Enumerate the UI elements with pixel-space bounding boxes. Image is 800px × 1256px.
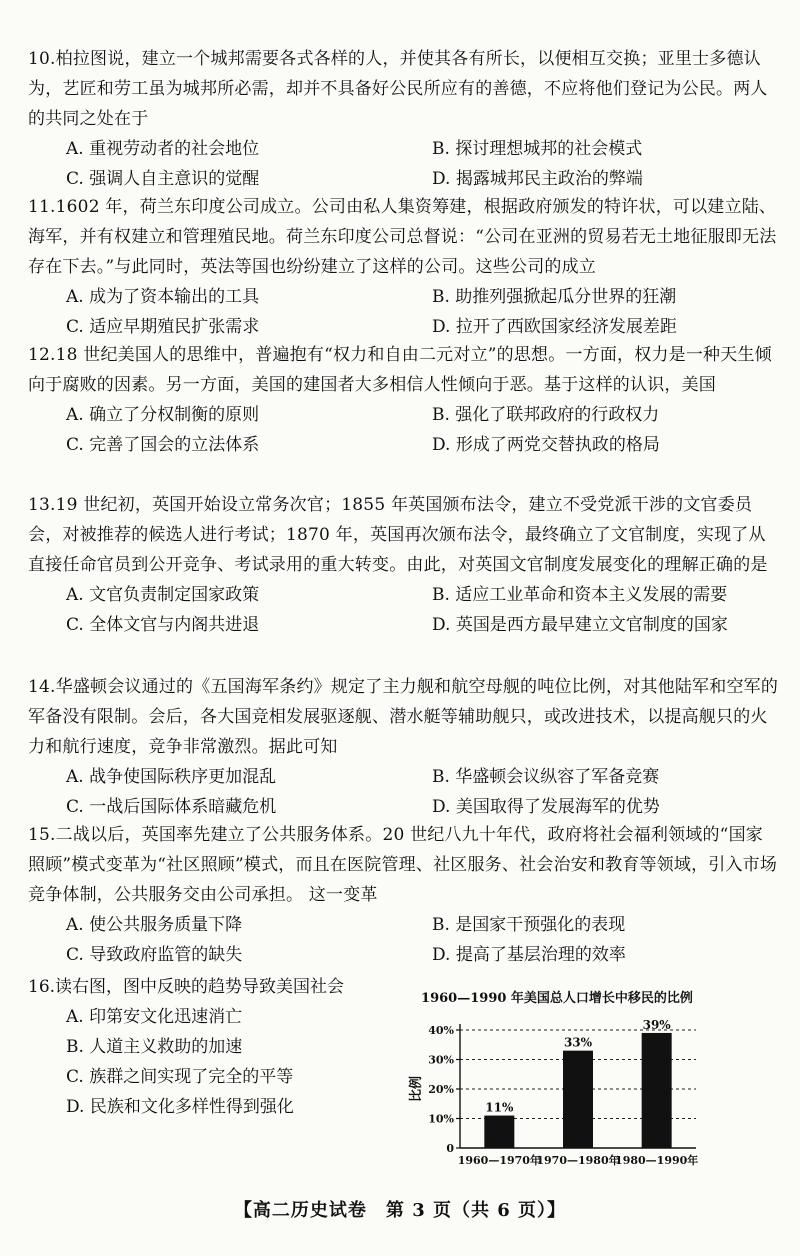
option-b: B. 助推列强掀起瓜分世界的狂潮 [432,287,677,307]
option-c: C. 全体文官与内阁共进退 [66,615,260,635]
options [28,282,780,342]
question-13 [28,490,780,640]
question-stem: 读右图，图中反映的趋势导致美国社会 [55,977,345,997]
question-14 [28,672,780,822]
data-label: 33% [563,1035,593,1050]
option-a: A. 重视劳动者的社会地位 [66,139,260,159]
question-number: 11. [28,197,56,217]
option-a: A. 使公共服务质量下降 [66,915,243,935]
option-b: B. 人道主义救助的加速 [66,1037,243,1057]
options [28,1002,408,1122]
y-axis-label: 比例 [409,1075,424,1103]
question-11 [28,192,780,342]
options [28,910,780,970]
option-b: B. 强化了联邦政府的行政权力 [432,405,660,425]
option-d: D. 揭露城邦民主政治的弊端 [432,169,643,189]
option-c: C. 族群之间实现了完全的平等 [66,1067,294,1087]
question-stem: 二战以后，英国率先建立了公共服务体系。20 世纪八九十年代，政府将社会福利领域的“国家照顾”模式变革为“社区照顾”模式，而且在医院管理、社区服务、社会治安和教育等领域，引入市场竞争体制，公共服务交由公司承担。 这一变革 [28,825,778,905]
question-number: 15. [28,825,56,845]
options [28,762,780,822]
y-tick-label: 30% [428,1053,454,1067]
option-a: A. 成为了资本输出的工具 [66,287,260,307]
option-d: D. 美国取得了发展海军的优势 [432,797,660,817]
question-15 [28,820,780,970]
y-tick-label: 40% [428,1024,454,1037]
question-stem: 1602 年，荷兰东印度公司成立。公司由私人集资筹建，根据政府颁发的特许状，可以建立陆、海军，并有权建立和管理殖民地。荷兰东印度公司总督说：“公司在亚洲的贸易若无土地征服即无法存在下去。”与此同时，英法等国也纷纷建立了这样的公司。这些公司的成立 [28,197,777,277]
option-a: A. 印第安文化迅速消亡 [66,1007,243,1027]
data-label: 11% [485,1100,514,1115]
option-d: D. 形成了两党交替执政的格局 [432,435,660,455]
question-16 [28,972,408,1122]
option-b: B. 探讨理想城邦的社会模式 [432,139,643,159]
option-d: D. 提高了基层治理的效率 [432,945,626,965]
x-tick-label: 1970—1980年 [536,1154,620,1167]
options [28,400,780,460]
data-label: 39% [642,1017,671,1032]
option-b: B. 是国家干预强化的表现 [432,915,626,935]
chart-svg [409,986,702,1172]
question-stem: 华盛顿会议通过的《五国海军条约》规定了主力舰和航空母舰的吨位比例，对其他陆军和空军的军备没有限制。会后，各大国竞相发展驱逐舰、潜水艇等辅助舰只，或改进技术，以提高舰只的火力和航行速度，竞争非常激烈。据此可知 [28,677,779,757]
option-c: C. 适应早期殖民扩张需求 [66,317,260,337]
options [28,134,780,194]
option-b: B. 华盛顿会议纵容了军备竞赛 [432,767,660,787]
option-c: C. 完善了国会的立法体系 [66,435,260,455]
question-12 [28,340,780,460]
option-d: D. 拉开了西欧国家经济发展差距 [432,317,677,337]
y-tick-label: 10% [428,1112,454,1126]
option-d: D. 民族和文化多样性得到强化 [66,1097,294,1117]
question-10 [28,44,780,194]
option-a: A. 确立了分权制衡的原则 [66,405,260,425]
page-footer: 【高二历史试卷 第 3 页（共 6 页）】 [233,1200,567,1221]
chart-plot-area [428,1018,698,1167]
x-tick-label: 1980—1990年 [615,1154,699,1167]
question-number: 13. [28,495,56,515]
option-b: B. 适应工业革命和资本主义发展的需要 [432,585,728,605]
y-tick-label: 20% [428,1083,454,1096]
bar [484,1116,514,1148]
option-c: C. 强调人自主意识的觉醒 [66,169,260,189]
option-c: C. 一战后国际体系暗藏危机 [66,797,277,817]
question-stem: 18 世纪美国人的思维中，普遍抱有“权力和自由二元对立”的思想。一方面，权力是一种天生倾向于腐败的因素。另一方面，美国的建国者大多相信人性倾向于恶。基于这样的认识，美国 [28,345,772,395]
immigration-bar-chart [409,986,702,1172]
option-d: D. 英国是西方最早建立文官制度的国家 [432,615,728,635]
options [28,580,780,640]
y-tick-label: 0 [446,1142,454,1155]
question-stem: 19 世纪初，英国开始设立常务次官；1855 年英国颁布法令，建立不受党派干涉的文官委员会，对被推荐的候选人进行考试；1870 年，英国再次颁布法令，最终确立了文官制度，实现了从直接任命官员到公开竞争、考试录用的重大转变。由此，对英国文官制度发展变化的理解正确的是 [28,495,768,575]
bar [642,1033,672,1148]
bar [563,1051,593,1148]
option-a: A. 战争使国际秩序更加混乱 [66,767,277,787]
option-c: C. 导致政府监管的缺失 [66,945,243,965]
question-number: 10. [28,49,56,69]
x-tick-label: 1960—1970年 [457,1154,541,1167]
chart-title: 1960—1990 年美国总人口增长中移民的比例 [421,991,693,1006]
question-number: 16. [28,977,56,997]
option-a: A. 文官负责制定国家政策 [66,585,260,605]
question-number: 12. [28,345,56,365]
question-stem: 柏拉图说，建立一个城邦需要各式各样的人，并使其各有所长，以便相互交换；亚里士多德认为，艺匠和劳工虽为城邦所必需，却并不具备好公民所应有的善德，不应将他们登记为公民。两人的共同之处在于 [28,49,768,129]
question-number: 14. [28,677,56,697]
